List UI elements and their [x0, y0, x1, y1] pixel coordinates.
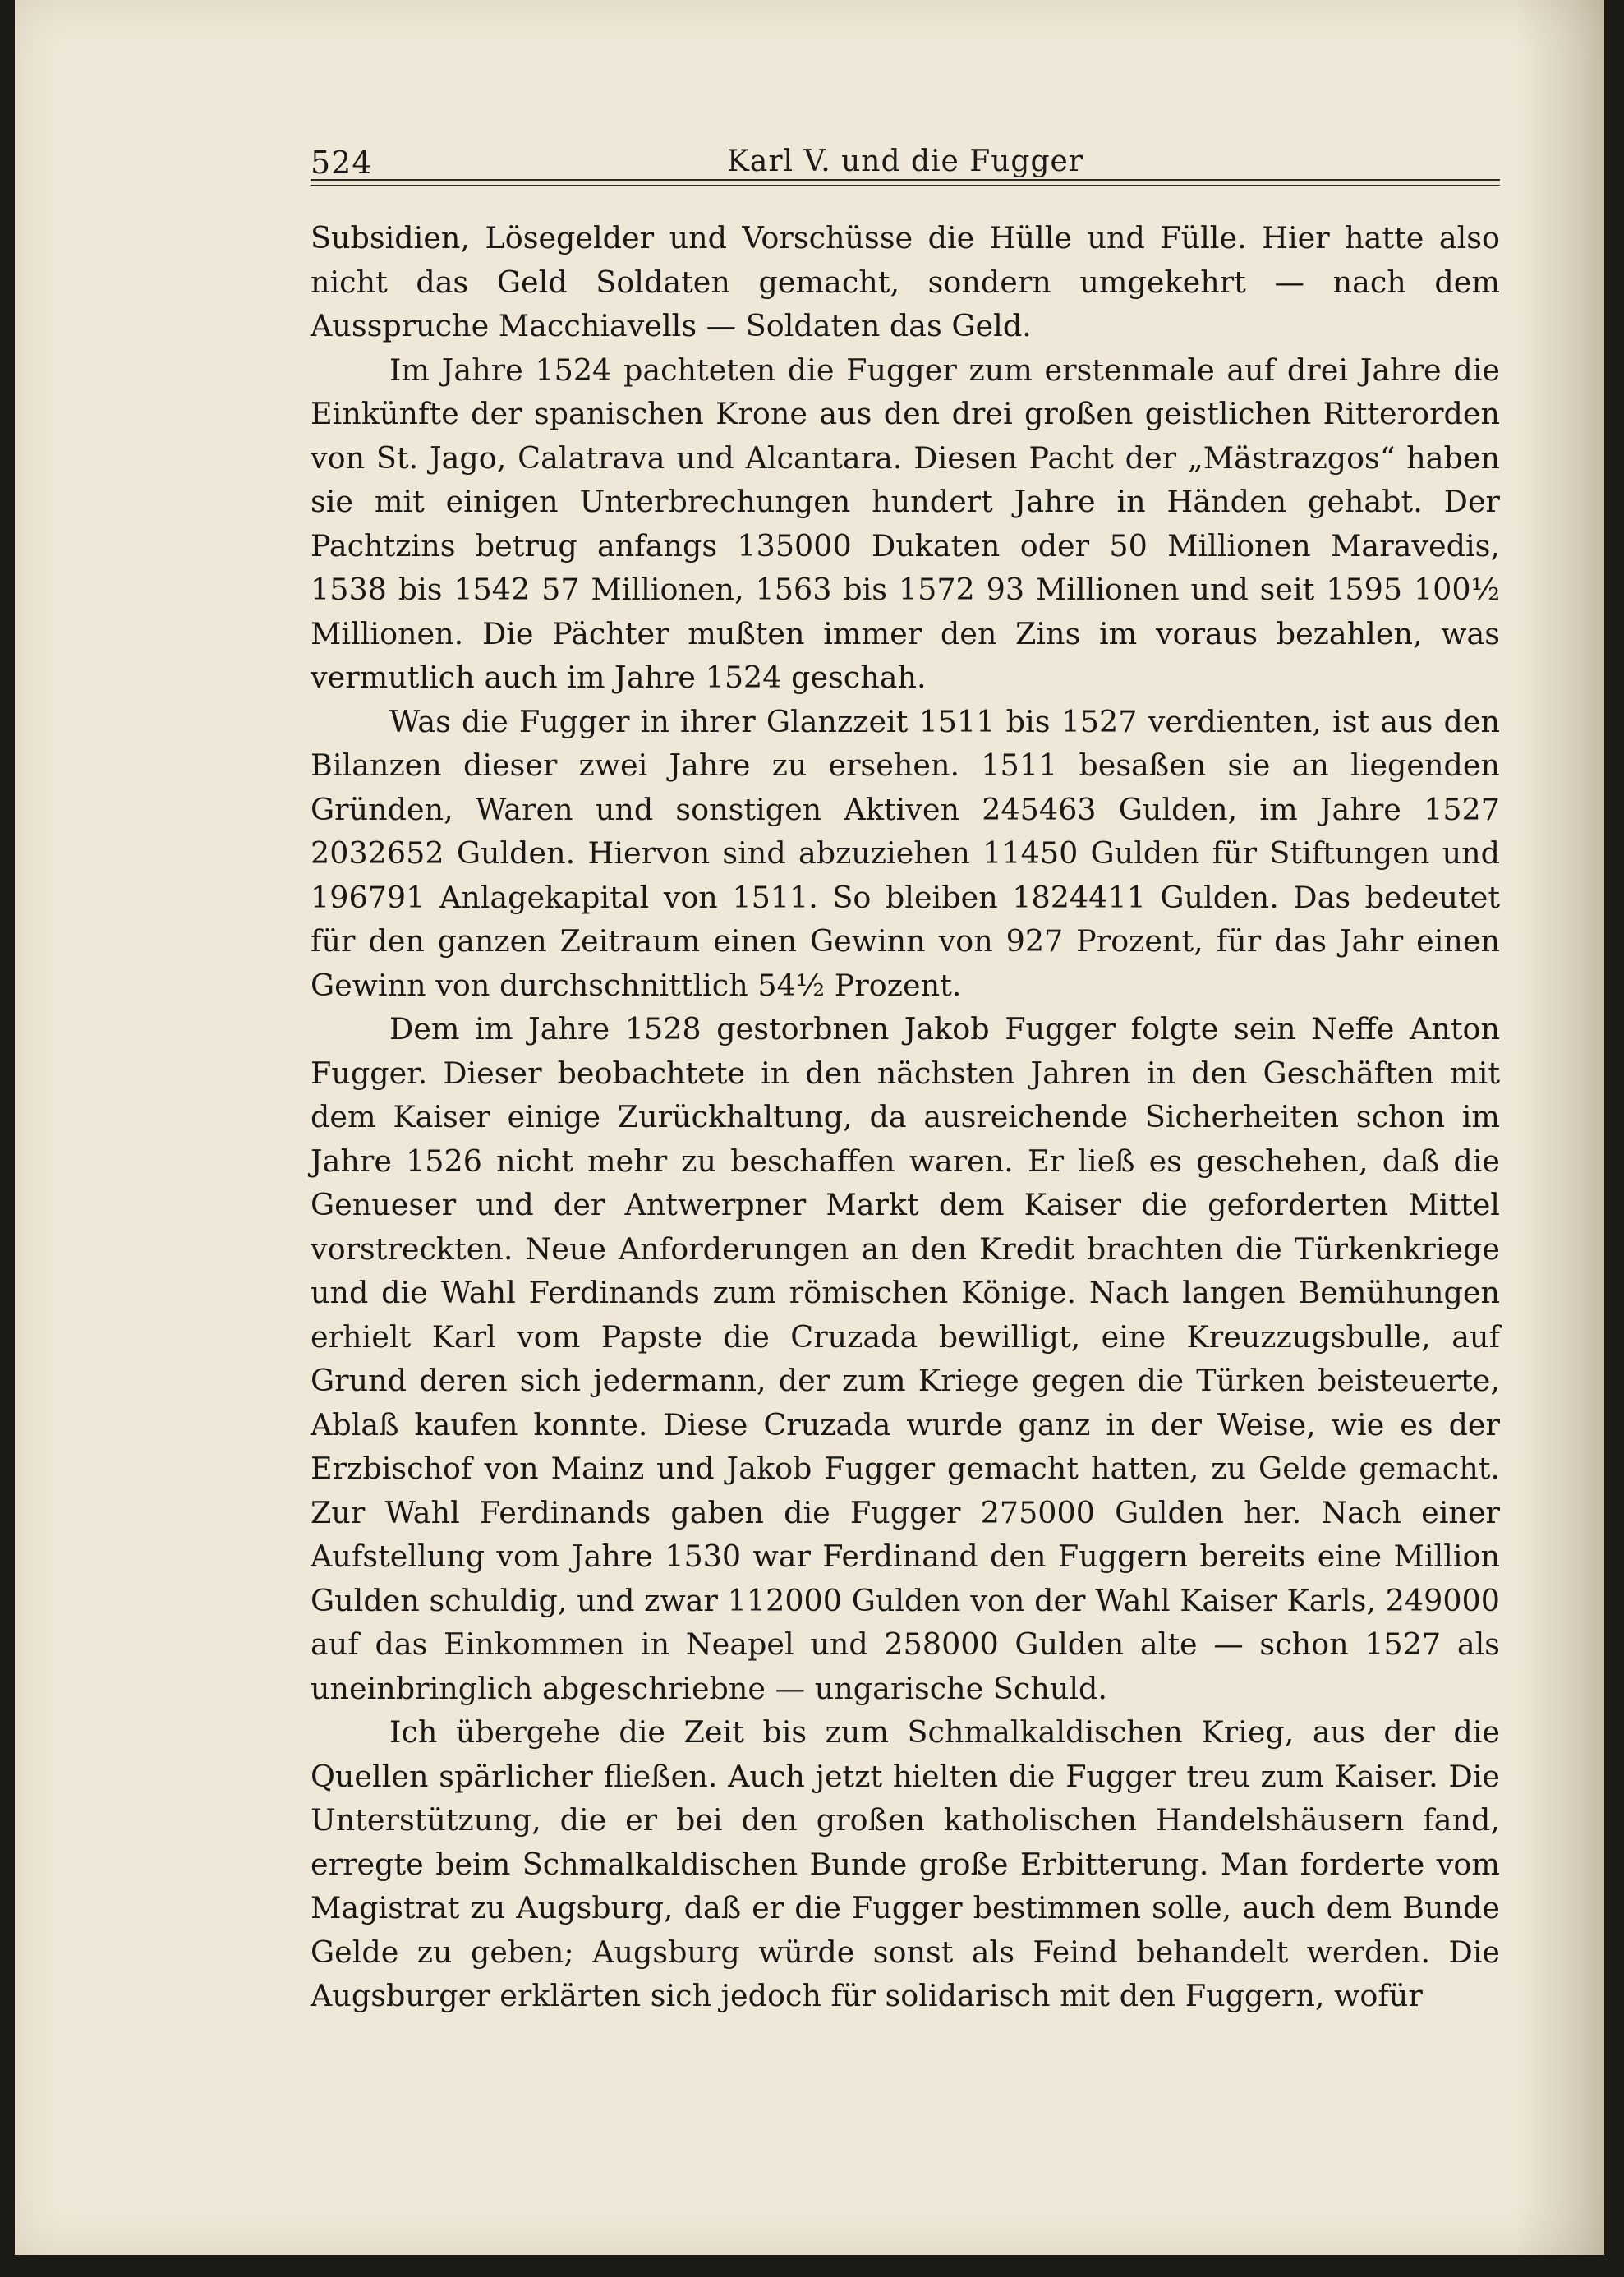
paragraph-3: Was die Fugger in ihrer Glanzzeit 1511 bis 1527 verdienten, ist aus den Bilanzen dieser zwei Jahre zu ersehen. 1511 besaßen sie an liegenden Gründen, Waren und sonstigen Aktiven 245463 Gulden, im Jahre 1527 2032652 Gulden. Hiervon sind abzuziehen 11450 Gulden für Stiftungen und 196791 Anlagekapital von 1511. So bleiben 1824411 Gulden. Das bedeutet für den ganzen Zeitraum einen Gewinn von 927 Prozent, für das Jahr einen Gewinn von durchschnittlich 54½ Prozent. — [311, 703, 1500, 1003]
paragraph-4: Dem im Jahre 1528 gestorbnen Jakob Fugger folgte sein Neffe Anton Fugger. Dieser beobachtete in den nächsten Jahren in den Geschäften mit dem Kaiser einige Zurückhaltung, da ausreichende Sicherheiten schon im Jahre 1526 nicht mehr zu beschaffen waren. Er ließ es geschehen, daß die Genueser und der Antwerpner Markt dem Kaiser die geforderten Mittel vorstreckten. Neue Anforderungen an den Kredit brachten die Türkenkriege und die Wahl Ferdinands zum römischen Könige. Nach langen Bemühungen erhielt Karl vom Papste die Cruzada bewilligt, eine Kreuzzugsbulle, auf Grund deren sich jedermann, der zum Kriege gegen die Türken beisteuerte, Ablaß kaufen konnte. Diese Cruzada wurde ganz in der Weise, wie es der Erzbischof von Mainz und Jakob Fugger gemacht hatten, zu Gelde gemacht. Zur Wahl Ferdinands gaben die Fugger 275000 Gulden her. Nach einer Aufstellung vom Jahre 1530 war Ferdinand den Fuggern bereits eine Million Gulden schuldig, und zwar 112000 Gulden von der Wahl Kaiser Karls, 249000 auf das Einkommen in Neapel und 258000 Gulden alte — schon 1527 als uneinbringlich abgeschriebne — ungarische Schuld. — [311, 1011, 1500, 1706]
paragraph-2: Im Jahre 1524 pachteten die Fugger zum erstenmale auf drei Jahre die Einkünfte der spanischen Krone aus den drei großen geistlichen Ritterorden von St. Jago, Calatrava und Alcantara. Diesen Pacht der „Mästrazgos“ haben sie mit einigen Unterbrechungen hundert Jahre in Händen gehabt. Der Pachtzins betrug anfangs 135000 Dukaten oder 50 Millionen Maravedis, 1538 bis 1542 57 Millionen, 1563 bis 1572 93 Millionen und seit 1595 100½ Millionen. Die Pächter mußten immer den Zins im voraus bezahlen, was vermutlich auch im Jahre 1524 geschah. — [311, 352, 1500, 695]
header-rule — [311, 179, 1500, 181]
page-header — [311, 140, 1500, 189]
body-text — [311, 216, 1500, 2018]
running-title: Karl V. und die Fugger — [726, 145, 1084, 178]
header-rule-thin — [311, 185, 1500, 186]
page-number: 524 — [311, 145, 373, 181]
paragraph-5: Ich übergehe die Zeit bis zum Schmalkaldischen Krieg, aus der die Quellen spärlicher fließen. Auch jetzt hielten die Fugger treu zum Kaiser. Die Unterstützung, die er bei den großen katholischen Handelshäusern fand, erregte beim Schmalkaldischen Bunde große Erbitterung. Man forderte vom Magistrat zu Augsburg, daß er die Fugger bestimmen solle, auch dem Bunde Gelde zu geben; Augsburg würde sonst als Feind behandelt werden. Die Augsburger erklärten sich jedoch für solidarisch mit den Fuggern, wofür — [311, 1714, 1500, 2013]
paragraph-1: Subsidien, Lösegelder und Vorschüsse die Hülle und Fülle. Hier hatte also nicht das Geld Soldaten gemacht, sondern umgekehrt — nach dem Ausspruche Macchiavells — Soldaten das Geld. — [311, 220, 1500, 343]
